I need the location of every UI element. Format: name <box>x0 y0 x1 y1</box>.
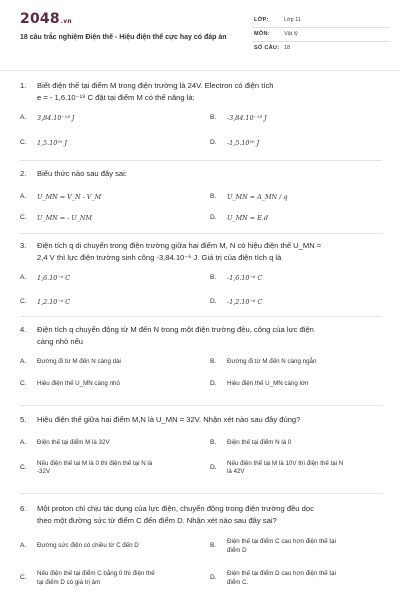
option-c[interactable] <box>20 380 120 389</box>
meta-key: LỚP: <box>254 17 269 23</box>
site-logo[interactable] <box>20 11 72 27</box>
option-text: Đường đi từ M đến N càng ngắn <box>227 358 317 365</box>
option-label: D. <box>210 298 217 305</box>
option-label: B. <box>210 438 217 446</box>
option-d[interactable] <box>210 298 262 307</box>
divider <box>20 316 382 317</box>
option-a[interactable] <box>20 358 121 367</box>
question-number: 5. <box>20 415 27 424</box>
option-text: -3,84.10⁻¹⁸ J <box>227 114 267 122</box>
option-group <box>20 538 385 598</box>
option-label: A. <box>20 358 27 365</box>
option-label: C. <box>20 463 27 471</box>
question-number: 1. <box>20 81 27 90</box>
option-text: 1,6.10⁻⁶ C <box>37 274 71 282</box>
question-text: Hiệu điện thế giữa hai điểm M,N là U_MN = 32V. Nhận xét nào sau đây đúng? <box>37 415 301 424</box>
question-3 <box>20 240 385 334</box>
option-a[interactable] <box>20 274 70 283</box>
question-6 <box>20 503 385 598</box>
option-label: A. <box>20 438 27 446</box>
question-stem <box>20 168 385 180</box>
divider <box>20 160 382 161</box>
option-text: -1,5.10²⁰ J <box>227 139 260 147</box>
option-text: 1,2.10⁻⁶ C <box>37 298 71 306</box>
option-label: B. <box>210 274 217 281</box>
question-text: Biểu thức nào sau đây sai: <box>37 169 127 178</box>
option-text: Nếu điện thế tại M là 0 thì điện thế tại N là -32V <box>37 459 153 475</box>
meta-row-count <box>252 42 390 56</box>
option-c[interactable] <box>20 570 155 587</box>
document-meta <box>252 14 390 56</box>
option-text: Điện thế tại điểm N là 0 <box>227 438 292 446</box>
question-stem <box>20 414 385 426</box>
option-c[interactable] <box>20 139 67 148</box>
option-text: Hiệu điện thế U_MN càng nhỏ <box>37 380 120 387</box>
option-text: Hiệu điện thế U_MN càng lớn <box>227 380 309 387</box>
option-label: C. <box>20 380 27 387</box>
option-text: -1,6.10⁻⁶ C <box>227 274 263 282</box>
option-c[interactable] <box>20 460 152 477</box>
option-a[interactable] <box>20 542 139 551</box>
option-label: C. <box>20 574 27 581</box>
logo-sub: .vn <box>60 18 72 25</box>
meta-value: Vật lý <box>284 31 298 37</box>
option-text: Điện thế tại điểm C cao hơn điện thế tại điểm D <box>227 538 336 554</box>
option-d[interactable] <box>210 460 343 477</box>
option-label: C. <box>20 298 27 305</box>
option-d[interactable] <box>210 214 268 223</box>
option-d[interactable] <box>210 139 259 148</box>
option-label: A. <box>20 114 27 121</box>
option-text: Đường sức điện có chiều từ C đến D <box>37 542 139 549</box>
option-a[interactable] <box>20 439 110 448</box>
option-group <box>20 114 385 174</box>
document-title: 18 câu trắc nghiệm Điện thế - Hiệu điện thế cực hay có đáp án <box>20 34 227 41</box>
option-text: U_MN = V_N - V_M <box>37 192 102 201</box>
option-b[interactable] <box>210 274 262 283</box>
option-label: B. <box>210 358 217 365</box>
option-label: C. <box>20 139 27 146</box>
question-stem <box>20 80 385 103</box>
question-4 <box>20 324 385 418</box>
meta-key: MÔN: <box>254 31 270 37</box>
option-text: Nếu điện thế tại M là 10V thì điện thế tại N là 42V <box>227 459 344 475</box>
option-text: Điện thế tại điểm D cao hơn điện thế tại điểm C. <box>227 570 336 586</box>
option-text: U_MN = A_MN / q <box>227 192 288 201</box>
option-a[interactable] <box>20 193 101 202</box>
question-number: 6. <box>20 504 27 513</box>
option-label: B. <box>210 114 217 121</box>
question-text: Biết điện thế tại điểm M trong điện trường là 24V. Electron có điện tích e = - 1,6.10⁻¹⁹ C đặt tại điểm M có thế năng là: <box>37 81 274 102</box>
logo-main: 2048 <box>20 11 60 27</box>
divider <box>20 405 382 406</box>
divider <box>20 493 382 494</box>
meta-row-subject <box>252 28 390 42</box>
option-text: Điện thế tại điểm M là 32V <box>37 438 110 446</box>
question-text: Điện tích q di chuyển trong điện trường giữa hai điểm M, N có hiệu điện thế U_MN = 2,4 V thì lực điện trường sinh công -3,84.10⁻⁶ J. Giá trị của điện tích q là <box>37 241 322 262</box>
option-b[interactable] <box>210 114 267 123</box>
question-number: 2. <box>20 169 27 178</box>
option-b[interactable] <box>210 358 316 367</box>
option-text: U_MN = - U_NM <box>37 213 93 222</box>
option-label: A. <box>20 542 27 549</box>
option-text: Đường đi từ M đến N càng dài <box>37 358 121 365</box>
question-stem <box>20 324 385 347</box>
question-stem <box>20 503 385 526</box>
option-label: A. <box>20 192 27 200</box>
meta-value: Lớp 11 <box>284 17 301 23</box>
option-text: 3,84.10⁻¹⁸ J <box>37 114 75 122</box>
question-text: Điện tích q chuyển động từ M đến N trong một điện trường đều, công của lực điện càng nhỏ nếu <box>37 325 314 346</box>
question-number: 3. <box>20 241 27 250</box>
option-b[interactable] <box>210 538 336 555</box>
option-label: D. <box>210 139 217 146</box>
option-d[interactable] <box>210 380 308 389</box>
option-b[interactable] <box>210 439 291 448</box>
option-b[interactable] <box>210 193 287 202</box>
option-text: U_MN = E.d <box>227 213 268 222</box>
option-group <box>20 358 385 418</box>
question-number: 4. <box>20 325 27 334</box>
option-label: A. <box>20 274 27 281</box>
option-text: Nếu điện thế tại điểm C bằng 0 thì điện thế tại điểm D có giá trị âm <box>37 570 155 586</box>
option-label: D. <box>210 574 217 581</box>
meta-key: SỐ CÂU: <box>254 45 280 51</box>
option-label: C. <box>20 213 27 221</box>
option-group <box>20 439 385 499</box>
meta-row-class <box>252 14 390 28</box>
option-c[interactable] <box>20 214 92 223</box>
option-c[interactable] <box>20 298 70 307</box>
meta-value: 18 <box>284 45 291 51</box>
question-text: Một proton chỉ chịu tác dụng của lực điện, chuyển động trong điện trường đều dọc theo một đường sức từ điểm C đến điểm D. Nhận xét nào sau đây sai? <box>37 504 314 525</box>
option-d[interactable] <box>210 570 336 587</box>
question-stem <box>20 240 385 263</box>
option-label: B. <box>210 542 217 549</box>
divider <box>20 233 382 234</box>
option-label: D. <box>210 380 217 387</box>
option-label: B. <box>210 192 217 200</box>
document-header <box>0 0 400 71</box>
option-label: D. <box>210 463 217 471</box>
option-label: D. <box>210 213 217 221</box>
option-text: 1,5.10²⁰ J <box>37 139 68 147</box>
question-5 <box>20 414 385 499</box>
option-text: -1,2.10⁻⁶ C <box>227 298 263 306</box>
option-a[interactable] <box>20 114 74 123</box>
